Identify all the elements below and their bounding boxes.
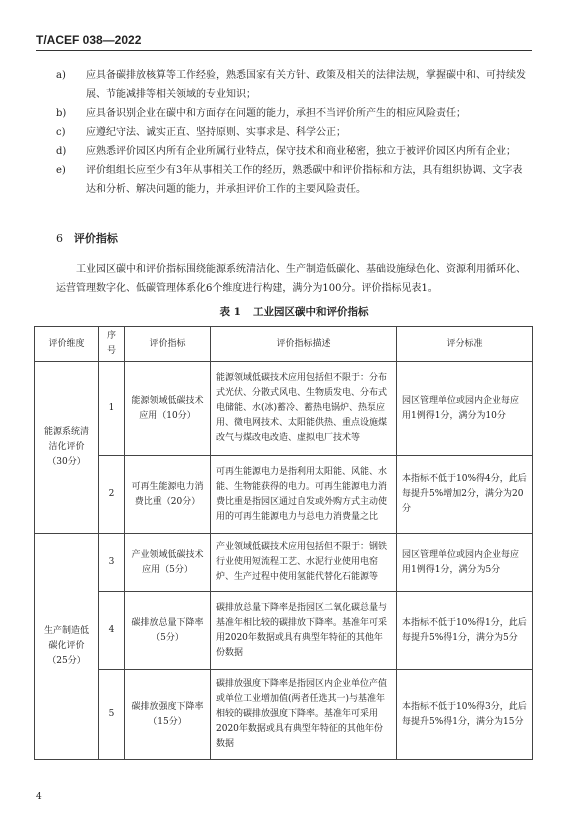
table-caption xyxy=(56,304,532,319)
dimension-cell: 生产制造低碳化评价（25分） xyxy=(35,534,99,760)
page-number: 4 xyxy=(36,792,42,802)
table-number: 表 1 xyxy=(219,306,241,318)
row-number: 5 xyxy=(99,670,125,760)
table-row xyxy=(35,534,533,592)
row-number: 3 xyxy=(99,534,125,592)
indicator-cell: 能源领域低碳技术应用（10分） xyxy=(125,362,211,456)
indicator-cell: 碳排放总量下降率（5分） xyxy=(125,592,211,670)
standard-number: T/ACEF 038—2022 xyxy=(36,33,142,47)
criteria-cell: 本指标不低于10%得3分，此后每提升5%得1分，满分为15分 xyxy=(397,670,533,760)
list-marker: a) xyxy=(56,70,66,81)
list-marker: e) xyxy=(56,165,66,176)
indicator-cell: 产业领域低碳技术应用（5分） xyxy=(125,534,211,592)
table-header-row xyxy=(35,327,533,362)
list-item-text: 应具备识别企业在碳中和方面存在问题的能力，承担不当评价所产生的相应风险责任； xyxy=(86,108,466,119)
table-row xyxy=(35,456,533,534)
description-cell: 碳排放总量下降率是指园区二氧化碳总量与基准年相比较的碳排放下降率。基准年可采用2020年数据或具有典型年特征的其他年份数据 xyxy=(211,592,397,670)
table-row xyxy=(35,670,533,760)
dimension-cell: 能源系统清洁化评价（30分） xyxy=(35,362,99,534)
criteria-cell: 园区管理单位或园内企业每应用1例得1分，满分为5分 xyxy=(397,534,533,592)
header-dimension: 评价维度 xyxy=(35,327,99,362)
list-marker: c) xyxy=(56,127,66,138)
table-row xyxy=(35,362,533,456)
criteria-cell: 本指标不低于10%得4分，此后每提升5%增加2分，满分为20分 xyxy=(397,456,533,534)
list-item-text: 评价组组长应至少有3年从事相关工作的经历，熟悉碳中和评价指标和方法，具有组织协调、文字表达和分析、解决问题的能力，并承担评价工作的主要风险责任。 xyxy=(86,165,523,195)
section-paragraph: 工业园区碳中和评价指标围绕能源系统清洁化、生产制造低碳化、基础设施绿色化、资源利用循环化、运营管理数字化、低碳管理体系化6个维度进行构建，满分为100分。评价指标见表1。 xyxy=(56,264,526,294)
list-item xyxy=(56,123,532,142)
evaluation-table xyxy=(34,326,533,760)
list-item-text: 应熟悉评价园区内所有企业所属行业特点，保守技术和商业秘密，独立于被评价园区内所有企业； xyxy=(86,146,516,157)
list-item xyxy=(56,142,532,161)
list-item xyxy=(56,66,532,104)
description-cell: 能源领域低碳技术应用包括但不限于：分布式光伏、分散式风电、生物质发电、分布式电储能、水(冰)蓄冷、蓄热电锅炉、热泵应用、微电网技术、太阳能供热、重点设施煤改气与煤改电改造、虚拟电厂技术等 xyxy=(211,362,397,456)
requirements-list xyxy=(56,66,532,199)
table-row xyxy=(35,592,533,670)
row-number: 2 xyxy=(99,456,125,534)
section-title: 评价指标 xyxy=(73,232,118,245)
header-description: 评价指标描述 xyxy=(211,327,397,362)
section-number: 6 xyxy=(56,232,63,245)
row-number: 1 xyxy=(99,362,125,456)
indicator-cell: 可再生能源电力消费比重（20分） xyxy=(125,456,211,534)
criteria-cell: 园区管理单位或园内企业每应用1例得1分，满分为10分 xyxy=(397,362,533,456)
table-title: 工业园区碳中和评价指标 xyxy=(252,306,369,318)
header-criteria: 评分标准 xyxy=(397,327,533,362)
list-item xyxy=(56,104,532,123)
section-heading xyxy=(56,230,118,246)
list-marker: d) xyxy=(56,146,67,157)
header-no: 序号 xyxy=(99,327,125,362)
description-cell: 产业领域低碳技术应用包括但不限于：钢铁行业使用短流程工艺、水泥行业使用电窑炉、生产过程中使用氢能代替化石能源等 xyxy=(211,534,397,592)
row-number: 4 xyxy=(99,592,125,670)
list-item xyxy=(56,161,532,199)
list-item-text: 应遵纪守法、诚实正直、坚持原则、实事求是、科学公正； xyxy=(86,127,346,138)
criteria-cell: 本指标不低于10%得1分，此后每提升5%得1分，满分为5分 xyxy=(397,592,533,670)
list-marker: b) xyxy=(56,108,67,119)
list-item-text: 应具备碳排放核算等工作经验，熟悉国家有关方针、政策及相关的法律法规，掌握碳中和、可持续发展、节能减排等相关领域的专业知识； xyxy=(86,70,526,100)
header-rule xyxy=(36,50,532,51)
description-cell: 碳排放强度下降率是指园区内企业单位产值或单位工业增加值(两者任选其一)与基准年相较的碳排放强度下降率。基准年可采用2020年数据或具有典型年特征的其他年份数据 xyxy=(211,670,397,760)
indicator-cell: 碳排放强度下降率（15分） xyxy=(125,670,211,760)
header-indicator: 评价指标 xyxy=(125,327,211,362)
description-cell: 可再生能源电力是指利用太阳能、风能、水能、生物能获得的电力。可再生能源电力消费比重是指园区通过自发或外购方式主动使用的可再生能源电力与总电力消费量之比 xyxy=(211,456,397,534)
